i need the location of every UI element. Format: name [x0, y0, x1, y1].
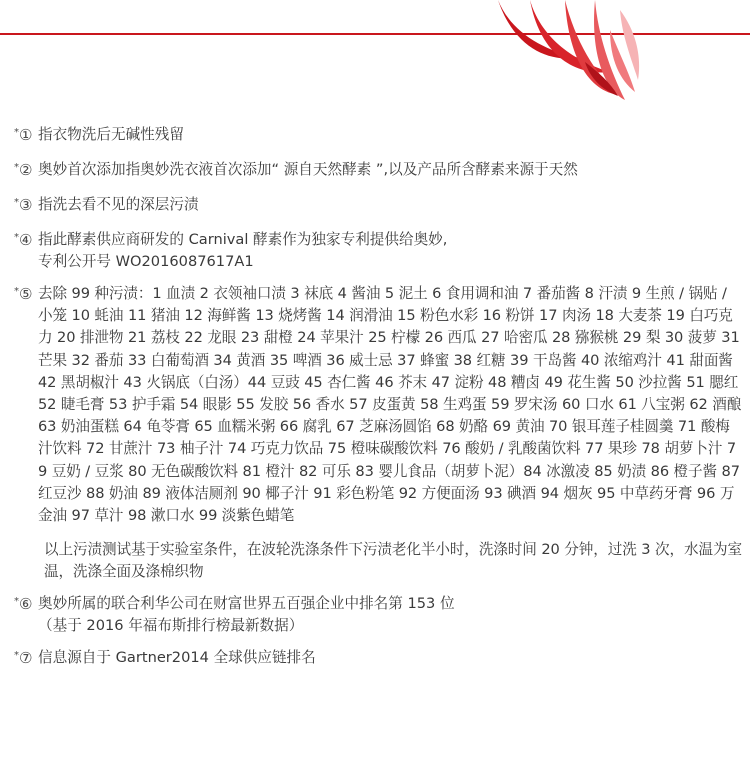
footnote-line: 指此酵素供应商研发的 Carnival 酵素作为独家专利提供给奥妙, — [38, 231, 448, 248]
test-condition-remark: 以上污渍测试基于实验室条件，在波轮洗涤条件下污渍老化半小时，洗涤时间 20 分钟，过洗 3 次，水温为室温，洗涤全面及涤棉织物 — [44, 541, 742, 581]
footnotes-list — [14, 124, 742, 682]
footnote-5 — [14, 283, 742, 583]
footnote-text: 指衣物洗后无碱性残留 — [38, 126, 184, 143]
footnote-marker: *⑥ — [14, 595, 33, 614]
footnote-text — [38, 229, 742, 273]
footnote-text — [38, 593, 742, 637]
footnote-marker: *⑤ — [14, 285, 33, 303]
red-petal-swirl-icon — [470, 0, 670, 110]
footnote-7 — [14, 647, 742, 672]
footnote-text: 指洗去看不见的深层污渍 — [38, 196, 199, 213]
patent-number: 专利公开号 WO2016087617A1 — [38, 253, 254, 270]
footnote-text — [38, 283, 742, 583]
footnote-line: 奥妙所属的联合利华公司在财富世界五百强企业中排名第 153 位 — [38, 595, 455, 613]
data-source-note: （基于 2016 年福布斯排行榜最新数据） — [38, 617, 304, 635]
footnote-marker: *⑦ — [14, 649, 33, 668]
footnote-marker: *② — [14, 161, 33, 179]
footnote-marker: *③ — [14, 196, 33, 214]
footnote-text: 奥妙首次添加指奥妙洗衣液首次添加“ 源自天然酵素 ”,以及产品所含酵素来源于天然 — [38, 161, 578, 178]
footnote-3 — [14, 194, 742, 219]
footnote-1 — [14, 124, 742, 149]
footnote-6 — [14, 593, 742, 637]
footnote-4 — [14, 229, 742, 273]
stain-list: 去除 99 种污渍：1 血渍 2 衣领袖口渍 3 袜底 4 酱油 5 泥土 6 食用调和油 7 番茄酱 8 汗渍 9 生煎 / 锅贴 / 小笼 10 蚝油 11 猪油 12 海鲜酱 13 烧烤酱 14 润滑油 15 粉色水彩 16 粉饼 17 肉汤 18 大麦茶 19 白巧克力 20 排泄物 21 荔枝 22 龙眼 23 甜橙 24 苹果汁 25 柠檬 26 西瓜 27 哈密瓜 28 猕猴桃 29 梨 30 菠萝 31 芒果 32 番茄 33 白葡萄酒 34 黄酒 35 啤酒 36 威士忌 37 蜂蜜 38 红糖 39 干岛酱 40 浓缩鸡汁 41 甜面酱 42 黑胡椒汁 43 火锅底（白汤）44 豆豉 45 杏仁酱 46 芥末 47 淀粉 48 糟卤 49 花生酱 50 沙拉酱 51 腮红 52 睫毛膏 53 护手霜 54 眼影 55 发胶 56 香水 57 皮蛋黄 58 生鸡蛋 59 罗宋汤 60 口水 61 八宝粥 62 酒酿 63 奶油蛋糕 64 龟苓膏 65 血糯米粥 66 腐乳 67 芝麻汤圆馅 68 奶酪 69 黄油 70 银耳莲子桂圆羹 71 酸梅汁饮料 72 甘蔗汁 73 柚子汁 74 巧克力饮品 75 橙味碳酸饮料 76 酸奶 / 乳酸菌饮料 77 果珍 78 胡萝卜汁 79 豆奶 / 豆浆 80 无色碳酸饮料 81 橙汁 82 可乐 83 婴儿食品（胡萝卜泥）84 冰激凌 85 奶渍 86 橙子酱 87 红豆沙 88 奶油 89 液体洁厕剂 90 椰子汁 91 彩色粉笔 92 方便面汤 93 碘酒 94 烟灰 95 中草药牙膏 96 万金油 97 草汁 98 漱口水 99 淡紫色蜡笔 — [38, 285, 742, 525]
footnote-text: 信息源自于 Gartner2014 全球供应链排名 — [38, 649, 316, 667]
footnote-marker: *① — [14, 126, 33, 144]
footnote-marker: *④ — [14, 231, 33, 249]
footnote-2 — [14, 159, 742, 184]
